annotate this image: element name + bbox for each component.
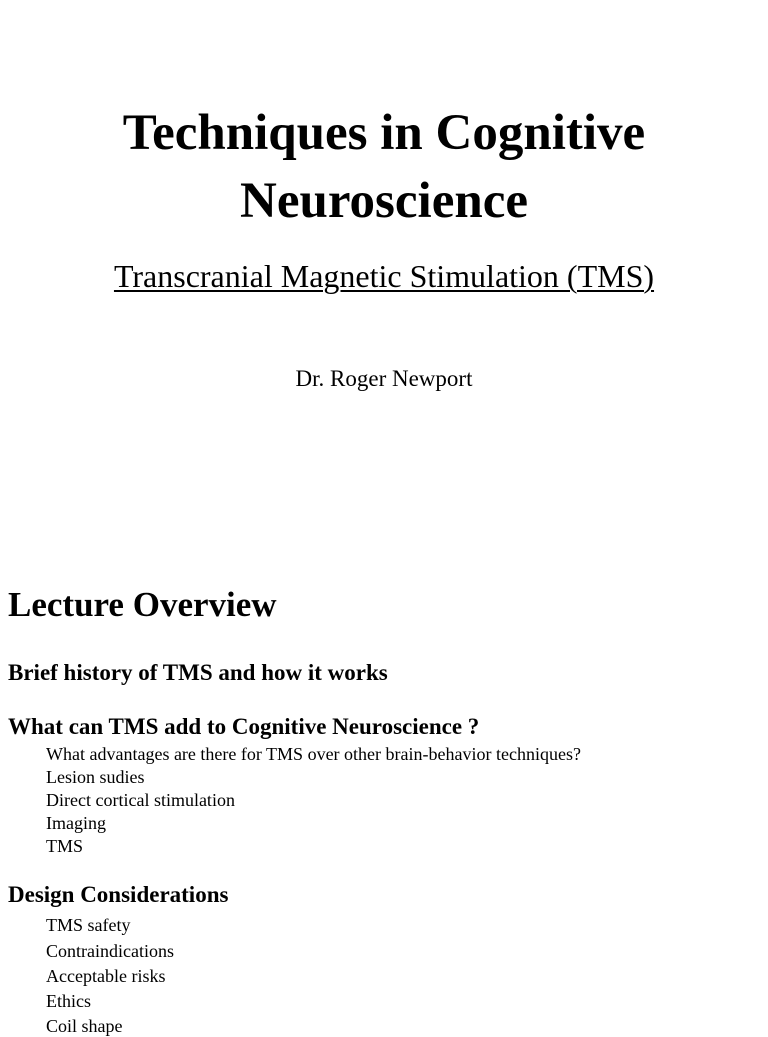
author-name: Dr. Roger Newport (295, 366, 473, 391)
section-heading-what-tms-adds: What can TMS add to Cognitive Neuroscience ? (8, 714, 480, 739)
section-heading-design-considerations: Design Considerations (8, 882, 229, 907)
list-item: Coil shape (46, 1016, 123, 1036)
list-item: Acceptable risks (46, 966, 166, 986)
overview-heading: Lecture Overview (8, 585, 277, 624)
list-item: Imaging (46, 813, 106, 833)
list-item: TMS (46, 836, 84, 856)
document-title-line-2: Neuroscience (240, 173, 528, 229)
section-heading-history: Brief history of TMS and how it works (8, 660, 388, 685)
list-item: Lesion sudies (46, 767, 145, 787)
list-item: Contraindications (46, 941, 174, 961)
list-item: What advantages are there for TMS over other brain-behavior techniques? (46, 744, 581, 764)
document-subtitle (0, 256, 768, 296)
list-item: Ethics (46, 991, 91, 1011)
list-item: Direct cortical stimulation (46, 790, 235, 810)
list-item: TMS safety (46, 915, 131, 935)
subtitle-text: Transcranial Magnetic Stimulation (TMS) (113, 258, 655, 294)
document-title-line-1: Techniques in Cognitive (122, 105, 646, 161)
